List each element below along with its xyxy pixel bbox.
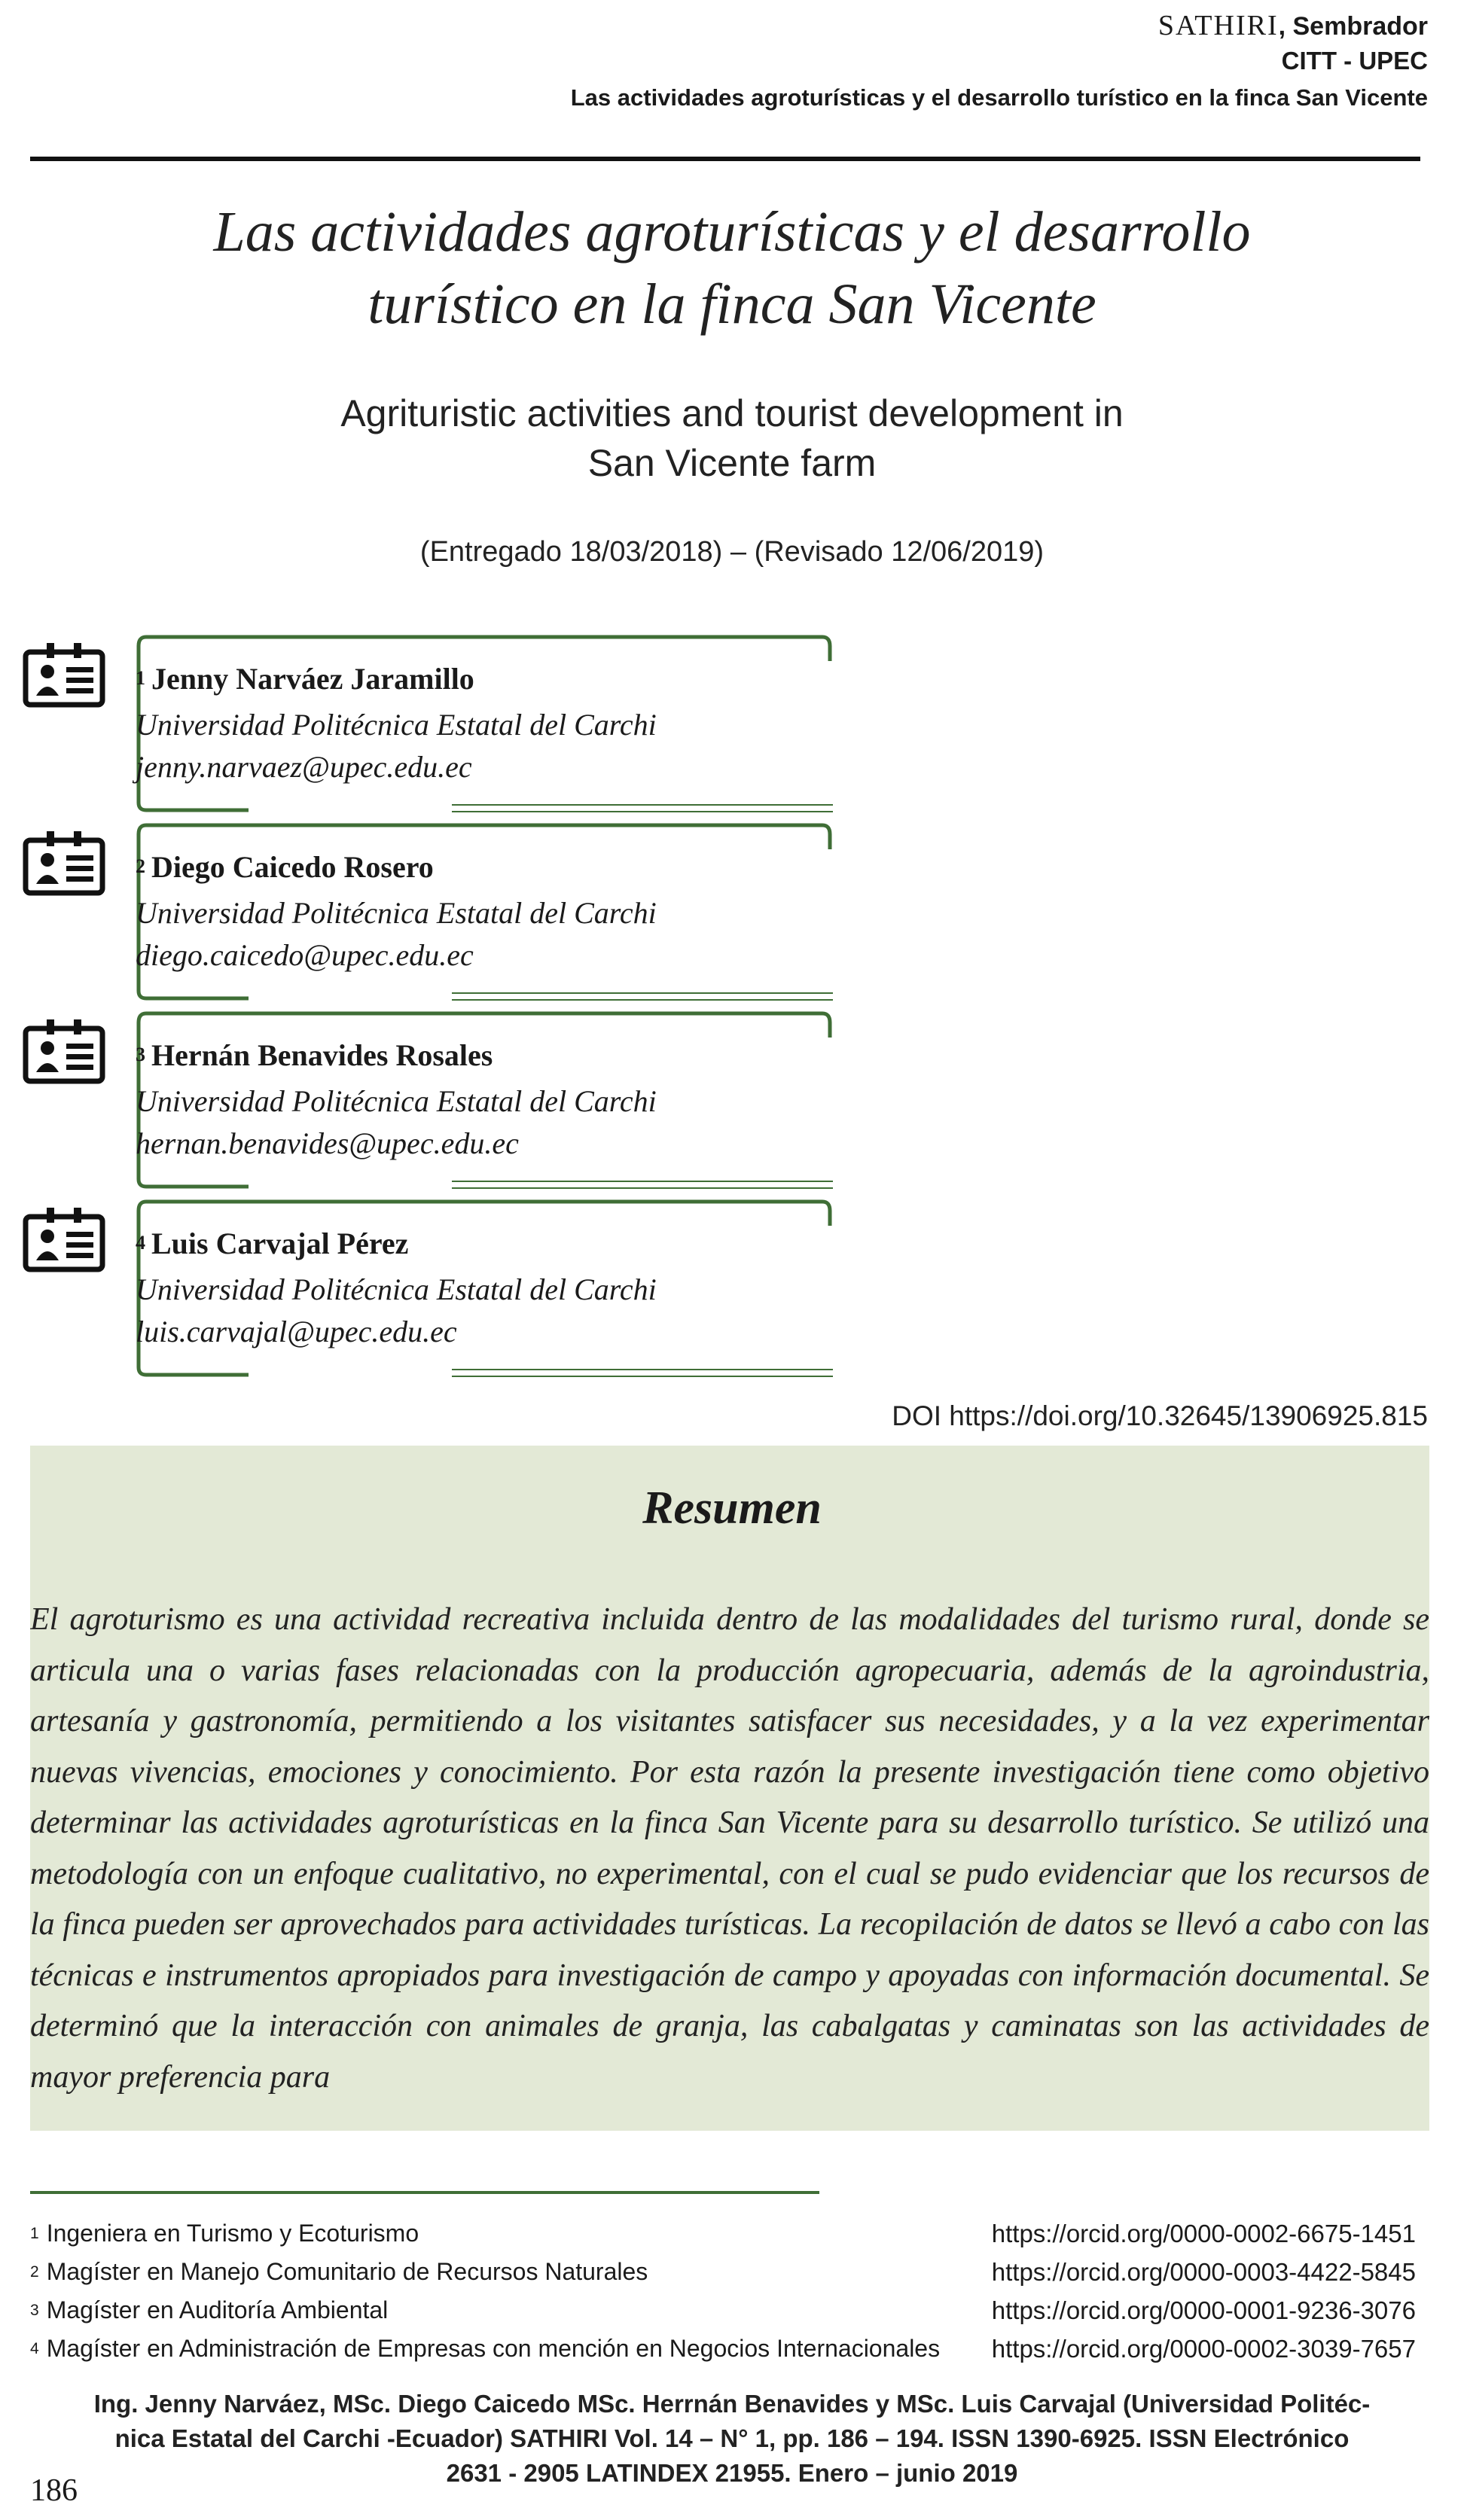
footnote	[30, 2220, 1416, 2253]
orcid-link[interactable]: https://orcid.org/0000-0002-3039-7657	[991, 2335, 1416, 2363]
footnote	[30, 2335, 1416, 2368]
author-info	[136, 1035, 657, 1165]
orcid-link[interactable]: https://orcid.org/0000-0002-6675-1451	[991, 2220, 1416, 2247]
id-card-icon	[23, 1205, 105, 1272]
journal-header	[1158, 9, 1428, 42]
footnote	[30, 2258, 1416, 2291]
footnote-text: Magíster en Manejo Comunitario de Recursos Naturales	[46, 2258, 648, 2285]
id-card-icon	[23, 640, 105, 708]
page-number: 186	[30, 2473, 78, 2508]
author-name	[136, 1223, 657, 1269]
abstract-body: El agroturismo es una actividad recreativa incluida dentro de las modalidades del turismo rural, donde se articula una o varias fases relacionadas con la producción agropecuaria, además de la agroindustria, artesanía y gastronomía, permitiendo a los visitantes satisfacer sus necesidades, y a la vez experimentar nuevas vivencias, emociones y conocimiento. Por esta razón la presente investigación tiene como objetivo determinar las actividades agroturísticas en la finca San Vicente para su desarrollo turístico. Se utilizó una metodología con un enfoque cualitativo, no experimental, con el cual se pudo evidenciar que los recursos de la finca pueden ser aprovechados para actividades turísticas. La recopilación de datos se llevó a cabo con las técnicas e instrumentos apropiados para investigación de campo y apoyadas con información documental. Se determinó que la interacción con animales de granja, las cabalgatas y caminatas son las actividades de mayor preferencia para	[30, 1602, 1429, 2095]
author-info	[136, 846, 657, 977]
author-email[interactable]: diego.caicedo@upec.edu.ec	[136, 938, 474, 972]
author-number: 2	[136, 855, 145, 877]
citation-line-2: nica Estatal del Carchi -Ecuador) SATHIRI Vol. 14 – N° 1, pp. 186 – 194. ISSN 1390-6925. ISSN Electrónico	[114, 2424, 1350, 2452]
footnote	[30, 2296, 1416, 2330]
author-affiliation: Universidad Politécnica Estatal del Carchi	[136, 1084, 657, 1118]
citation-line-3: 2631 - 2905 LATINDEX 21955. Enero – junio 2019	[446, 2459, 1018, 2487]
author-card	[23, 1199, 821, 1379]
footnote-text: Ingeniera en Turismo y Ecoturismo	[46, 2220, 419, 2247]
footnote-number: 1	[30, 2225, 39, 2242]
author-name	[136, 1035, 657, 1080]
journal-suffix: , Sembrador	[1278, 12, 1428, 41]
author-email[interactable]: hernan.benavides@upec.edu.ec	[136, 1126, 519, 1160]
citation-line-1: Ing. Jenny Narváez, MSc. Diego Caicedo MSc. Herrnán Benavides y MSc. Luis Carvajal (Universidad Politéc-	[93, 2390, 1371, 2418]
author-affiliation: Universidad Politécnica Estatal del Carchi	[136, 708, 657, 742]
footnote-number: 3	[30, 2302, 39, 2319]
author-number: 4	[136, 1232, 145, 1254]
article-subtitle	[0, 389, 1464, 488]
footnote-number: 2	[30, 2263, 39, 2281]
footnote-text: Magíster en Administración de Empresas con mención en Negocios Internacionales	[46, 2335, 941, 2362]
header-organization: CITT - UPEC	[1281, 47, 1428, 75]
footnote-number: 4	[30, 2340, 39, 2357]
author-card	[23, 634, 821, 815]
orcid-link[interactable]: https://orcid.org/0000-0001-9236-3076	[991, 2296, 1416, 2324]
article-title	[0, 196, 1464, 340]
journal-name: SATHIRI	[1157, 10, 1279, 41]
author-name-text: Hernán Benavides Rosales	[151, 1038, 493, 1072]
id-card-icon	[23, 1016, 105, 1084]
submission-dates: (Entregado 18/03/2018) – (Revisado 12/06/2019)	[419, 536, 1045, 568]
author-card	[23, 1010, 821, 1191]
citation-block	[0, 2387, 1464, 2491]
article-subtitle-line-2: San Vicente farm	[587, 442, 877, 484]
author-number: 3	[136, 1044, 145, 1065]
header-running-title: Las actividades agroturísticas y el desarrollo turístico en la finca San Vicente	[570, 84, 1428, 111]
orcid-link[interactable]: https://orcid.org/0000-0003-4422-5845	[991, 2258, 1416, 2286]
footnote-divider	[30, 2191, 819, 2194]
author-name	[136, 658, 657, 704]
author-number: 1	[136, 667, 145, 689]
header-divider	[30, 157, 1420, 161]
author-email[interactable]: luis.carvajal@upec.edu.ec	[136, 1315, 457, 1348]
footnote-text: Magíster en Auditoría Ambiental	[46, 2296, 389, 2323]
abstract-heading: Resumen	[642, 1482, 822, 1534]
author-name-text: Diego Caicedo Rosero	[151, 850, 434, 884]
author-card	[23, 822, 821, 1003]
author-email[interactable]: jenny.narvaez@upec.edu.ec	[136, 750, 472, 784]
author-info	[136, 1223, 657, 1353]
article-title-line-2: turístico en la finca San Vicente	[368, 273, 1096, 336]
author-info	[136, 658, 657, 788]
article-title-line-1: Las actividades agroturísticas y el desarrollo	[213, 200, 1251, 264]
author-affiliation: Universidad Politécnica Estatal del Carchi	[136, 896, 657, 930]
author-name-text: Luis Carvajal Pérez	[151, 1226, 409, 1260]
author-name-text: Jenny Narváez Jaramillo	[151, 662, 474, 696]
author-name	[136, 846, 657, 892]
author-affiliation: Universidad Politécnica Estatal del Carchi	[136, 1272, 657, 1306]
doi-link[interactable]: DOI https://doi.org/10.32645/13906925.815	[892, 1400, 1428, 1431]
id-card-icon	[23, 828, 105, 896]
article-subtitle-line-1: Agrituristic activities and tourist development in	[340, 392, 1124, 434]
